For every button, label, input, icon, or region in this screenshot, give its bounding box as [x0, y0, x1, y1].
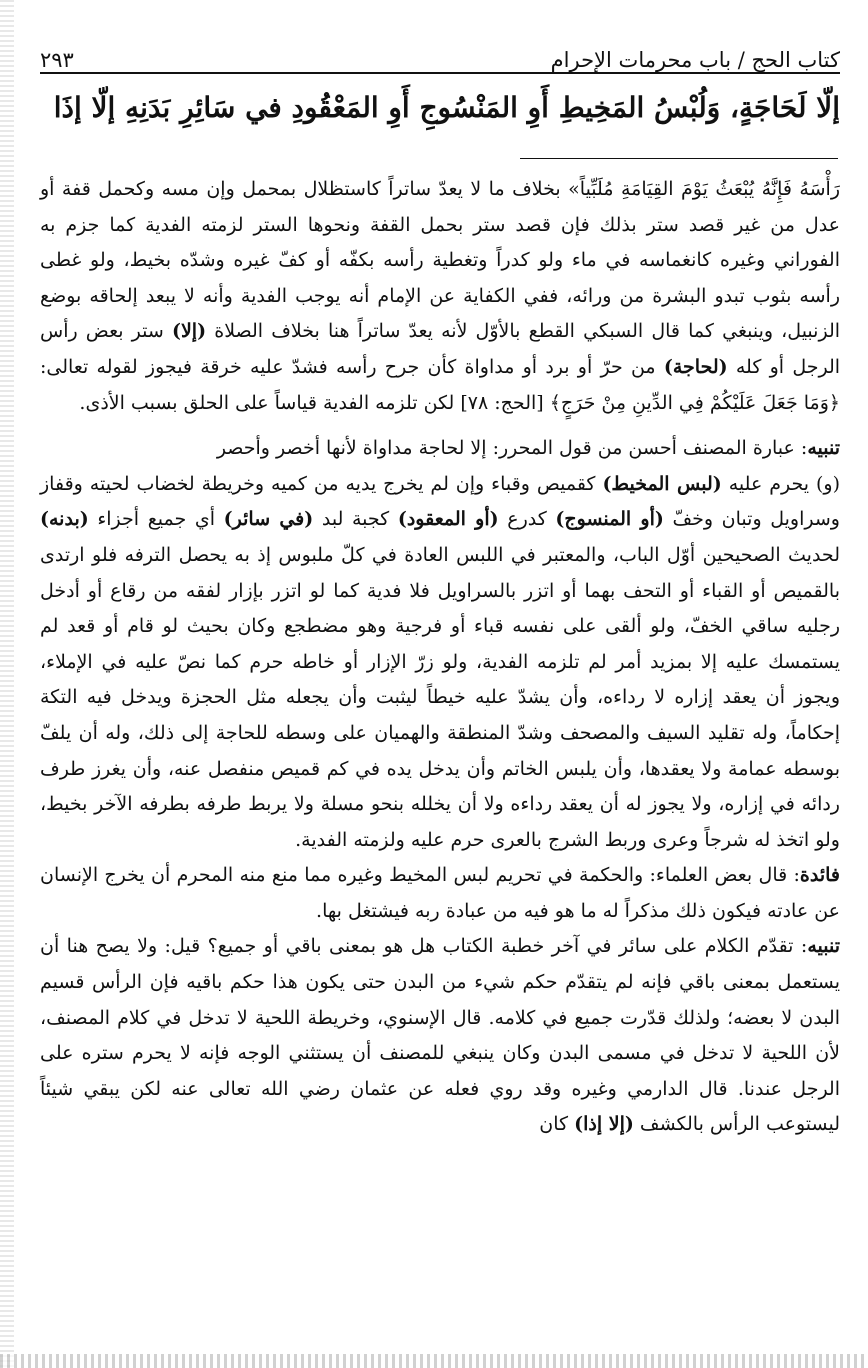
tanbih-label-2: تنبيه [807, 935, 840, 958]
commentary [40, 172, 840, 1143]
chapter-title: كتاب الحج / باب محرمات الإحرام [550, 48, 840, 72]
decorative-bottom-border [0, 1354, 868, 1368]
page-header [40, 30, 840, 72]
tanbih-label: تنبيه [807, 437, 840, 460]
paragraph-tanbih-1: تنبيه: عبارة المصنف أحسن من قول المحرر: إلا لحاجة مداواة لأنها أخصر وأحصر [216, 437, 840, 460]
faida-label: فائدة [799, 864, 840, 887]
matn-divider [520, 158, 838, 159]
decorative-left-border [0, 0, 14, 1368]
paragraph-3: (و) يحرم عليه (لبس المخيط) كقميص وقباء وإن لم يخرج يديه من كميه وخريطة لخضاب لحيته وقفاز وسراويل وتبان وخفّ (أو المنسوج) كدرع (أو المعقود) كجبة لبد (في سائر) أي جميع أجزاء (بدنه) لحديث الصحيحين أوّل الباب، والمعتبر في اللبس العادة في كلّ ملبوس إذ به يحصل الترفه فلو ارتدى بالقميص أو القباء أو التحف بهما أو اتزر بالسراويل فلا فدية كما لو اتزر بإزار لفقه من رقاع أو أدخل رجليه ساقي الخفّ، ولو ألقى على نفسه قباء أو فرجية وهو مضطجع وكان بحيث لو قام أو قعد لم يستمسك عليه إلا بمزيد أمر لم تلزمه الفدية، ولو زرّ الإزار أو خاطه حرم كما نصّ عليه في الإملاء، ويجوز أن يعقد إزاره لا رداءه، وأن يشدّ عليه خيطاً ليثبت وأن يجعله مثل الحجزة ويدخل فيه التكة إحكاماً، وله تقليد السيف والمصحف وشدّ المنطقة والهميان على وسطه للحاجة إلى ذلك، وله أن يلفّ بوسطه عمامة ولا يعقدها، وأن يلبس الخاتم وأن يدخل يده في كم قميص منفصل عنه، وأن يغرز طرف ردائه في إزاره، ولا يجوز له أن يعقد رداءه ولا أن يخلله بنحو مسلة ولا يربط طرفه بطرفه الآخر بخيط، ولو اتخذ له شرجاً وعرى وربط الشرج بالعرى حرم عليه ولزمته الفدية. [40, 472, 840, 851]
page-number: ٢٩٣ [40, 48, 74, 72]
matn-text: إلّا لَحَاجَةٍ، وَلُبْسُ المَخِيطِ أَوِ المَنْسُوجِ أَوِ المَعْقُودِ في سَائِرِ بَدَنِهِ إلّا إذَا [53, 91, 840, 124]
header-rule [40, 72, 840, 74]
paragraph-1: رَأْسَهُ فَإِنَّهُ يُبْعَثُ يَوْمَ القِيَامَةِ مُلَبِّياً» بخلاف ما لا يعدّ ساتراً كاستظلال بمحمل وإن مسه وكحمل قفة أو عدل من غير قصد ستر بذلك فإن قصد ستر بحمل القفة ونحوها الستر لزمته الفدية كما جزم به الفوراني وغيره كانغماسه في ماء ولو كدراً وتغطية رأسه بكفّه أو كفّ غيره وشدّه بخيط، ولو غطى رأسه بثوب تبدو البشرة من ورائه، ففي الكفاية عن الإمام أنه يوجب الفدية وأنه لا يبعد إلحاقه بوضع الزنبيل، وينبغي كما قال السبكي القطع بالأوّل لأنه يعدّ ساتراً هنا بخلاف الصلاة (إلا) ستر بعض رأس الرجل أو كله (لحاجة) من حرّ أو برد أو مداواة كأن جرح رأسه فشدّ عليه خرقة فيجوز لقوله تعالى: ﴿وَمَا جَعَلَ عَلَيْكُمْ فِي الدِّينِ مِنْ حَرَجٍ﴾ [الحج: ٧٨] لكن تلزمه الفدية قياساً على الحلق بسبب الأذى. [40, 178, 841, 414]
paragraph-faida: فائدة: قال بعض العلماء: والحكمة في تحريم لبس المخيط وغيره مما منع منه المحرم أن يخرج الإنسان عن عادته فيكون ذلك مذكراً له ما هو فيه من عبادة ربه فيشتغل بها. [40, 864, 840, 922]
paragraph-tanbih-2: تنبيه: تقدّم الكلام على سائر في آخر خطبة الكتاب هل هو بمعنى باقي أو جميع؟ قيل: ولا يصح هنا أن يستعمل بمعنى باقي فإنه لم يتقدّم حكم شيء من البدن حتى يكون هذا حكم باقيه فإن الرأس قسيم البدن لا بعضه؛ ولذلك قدّرت جميع في كلامه. قال الإسنوي، وخريطة اللحية لا تدخل في كلام المصنف، لأن اللحية لا تدخل في مسمى البدن وكان ينبغي للمصنف أن يستثني الوجه فإنه لا يحرم ستره على الرجل عندنا. قال الدارمي وغيره وقد روي فعله عن عثمان رضي الله تعالى عنه لكن يبقي شيئاً ليستوعب الرأس بالكشف (إلا إذا) كان [40, 935, 840, 1136]
